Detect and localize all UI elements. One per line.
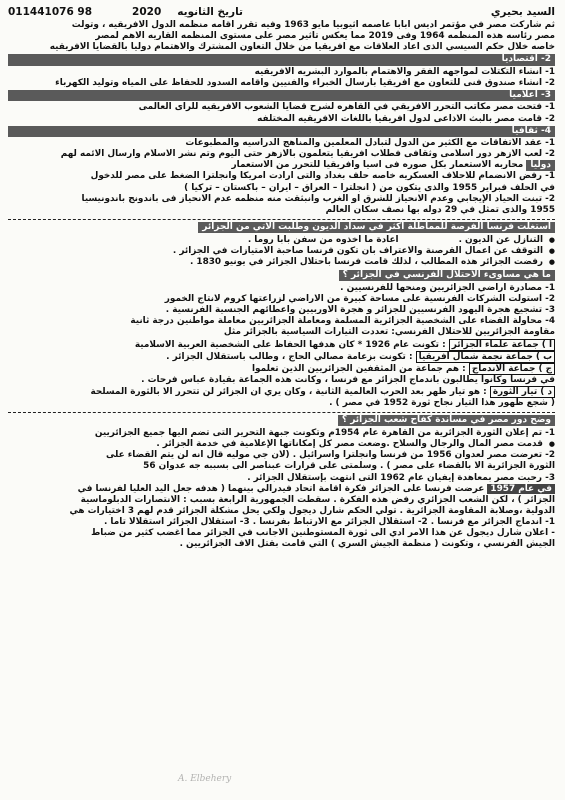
section-divider [8, 219, 555, 220]
economy-line: 2- انشاء صندوق فنى للتعاون مع افريقيا بارسال الخبراء والفنيين واقامه السدود للحفاظ على المياه وتوليد الكهرباء [55, 77, 555, 88]
culture-point: 2- تبنت الحياد الإيجابي وعدم الانحياز للشرق او الغرب وانبثقت منه منظمه عدم الانحياز فى باندونج باندونيسيا [81, 193, 555, 204]
occupation-section-heading: ما هي مساوىء الاحتلال الفرنسي في الجزائر ؟ [339, 270, 555, 281]
movement-c-continued: في فرنسا وكانوا يطالبون باندماج الجزائر مع فرنسا ، وكانت هذه الجماعة بقيادة عباس فرحات . [141, 374, 555, 385]
france-bullet: ● رفضت الجزائر هذه المطالب ، لذلك قامت فرنسا باحتلال الجزائر في يونيو 1830 . [8, 257, 555, 268]
culture-line: 2- لعب الازهر دور اسلامى وثقافى فطلاب افريقيا يتعلمون بالازهر حتى اليوم وتم نشر الاسلام وارسال الائمه لهم [60, 149, 555, 160]
movement-c-label: ج ) جماعة الاندماج [469, 363, 555, 375]
page-header [8, 6, 555, 20]
economy-line: 1- انشاء التكتلات لمواجهه الفقر والاهتمام بالموارد البشريه الافريقيه [254, 66, 555, 77]
france-section-heading: استغلت فرنسا الفرصة للمماطلة اكثر في سداد الديون وطلبت الاتي من الجزائر [198, 222, 555, 233]
france-demand: اعادة ما اخذوه من سفن بابا روما . [247, 234, 399, 245]
intro-line: مصر رئاسه هذه المنظمه 1964 وفى 2019 مما يعكس تاثير مصر على مستوى المنظمه القاريه الاهم لمصر [95, 31, 555, 42]
section-heading-culture: 4- ثقافيا [8, 126, 555, 138]
egypt-line: 2- تعرضت مصر لعدوان 1956 من فرنسا وانجلترا واسرائيل . (لان جي موليه قال انه لن يتم القضاء على [106, 450, 555, 461]
egypt-more-line: الجزائر ) ، لكن الشعب الجزائري رفض هذه الفكرة . سقطت الجمهورية الرابعة بسبب : الانتصارات الدبلوماسية [80, 494, 555, 505]
culture-line: 1- عقد الاتفاقات مع الكثير من الدول لتبادل المعلمين والمناهج الدراسيه والمطبوعات [185, 138, 555, 149]
culture-point: 1- رفض الانضمام للاحلاف العسكريه خاصه حلف بغداد والتى ارادت امريكا وانجلترا الضغط على مصر للدخول [90, 171, 555, 182]
intro-paragraph [8, 20, 555, 53]
author-name: السيد بحيري [490, 6, 555, 18]
section-heading-economy: 2- اقتصاديا [8, 54, 555, 66]
culture-point: في الحلف فبراير 1955 والذى يتكون من ( انجلترا – العراق – ايران – باكستان – تركيا ) [184, 182, 555, 193]
year-label: 2020 [132, 6, 162, 18]
france-bullet: ● التوقف عن اعمال القرصنة والاعتراف بأن تكون فرنسا صاحبة الامتيازات في الجزائر . [8, 246, 555, 257]
egypt-more-line: - اعلان شارل ديجول عن هذا الأمر ادي الى ثورة المستوطنين الاجانب في الجزائر مما اغضب كثير من ضباط [91, 527, 555, 538]
section-heading-media: 3- اعلاميا [8, 90, 555, 102]
movement-a-label: أ ) جماعة علماء الجزائر [449, 339, 555, 351]
subject-title: تاريخ الثانويه [177, 6, 243, 18]
occupation-item: 4- محاولة القضاء على الشخصية الجزائرية المسلمة ومعاملة الجزائريين معاملة مواطنين درجة ثانية [130, 316, 555, 327]
media-line: 1- فتحت مصر مكاتب التحرر الافريقي في القاهره لشرح قضايا الشعوب الافريقيه للراى العالمى [138, 102, 555, 113]
international-label: دوليا [526, 160, 555, 171]
resistance-line [8, 160, 555, 171]
france-heading-row [8, 222, 555, 233]
movement-c-text: : هم جماعة من المثقفين الجزائريين الذين تعلموا [252, 363, 466, 374]
egypt-more-line: الدولية ،وصلابة المقاومة الجزائرية . تولي الحكم شارل ديجول ولكي يحل مشكلة الجزائر قدم لهم 3 اختيارات هي [69, 505, 555, 516]
occupation-item: 2- استولت الشركات الفرنسية على مساحة كبيرة من الاراضي لزراعتها كروم لانتاج الخمور [164, 294, 555, 305]
egypt-line: 3- رحبت مصر بمعاهدة إيفيان عام 1962 التى انتهت بإستقلال الجزائر . [247, 472, 555, 483]
egypt-more-line: 1- اندماج الجزائر مع فرنسا . 2- استقلال الجزائر مع الارتباط بفرنسا . 3- استقلال الجزائر استقلالا تاما . [103, 516, 555, 527]
handwritten-signature: A. Elbehery [178, 774, 232, 784]
culture-point: 1955 والذى تمثل في 29 دوله بها نصف سكان العالم [325, 204, 555, 215]
movement-c [8, 363, 555, 375]
media-line: 2- قامت مصر بالبث الاذاعى لدول افريقيا باللغات الافريقيه المختلفه [257, 113, 555, 124]
egypt-heading-row [8, 415, 555, 426]
movement-b [8, 351, 555, 363]
occupation-item: 1- مصادرة اراضي الجزائريين ومنحها للفرنسيين . [340, 283, 555, 294]
egypt-line: الثورة الجزائرية الا بالقضاء على مصر ) . وسلمتى على قرارات عبناصر الى بسببه جه عدوان 56 [143, 461, 555, 472]
movement-d-label: د ) تيار الثورة [490, 386, 555, 398]
intro-line: ثم شاركت مصر في مؤتمر اديس ابابا عاصمه اثيوبيا مايو 1963 وفيه تقرر اقامه منظمه الدول الافريقيه ، وتولت [71, 20, 555, 30]
federation-line [8, 484, 555, 495]
federation-text: عرضت فرنسا على الجزائر فكرة اقامة اتحاد فيدرالي بينهما ( هدفه جعل اليد العليا لفرنسا في [77, 483, 485, 494]
occupation-heading-row [8, 270, 555, 281]
egypt-line: 1- تم إعلان الثورة الجزائرية من القاهرة عام 1954م وتكونت جبهة التحرير التى تضم اليها جميع الجزائريين [94, 428, 555, 439]
egypt-section-heading: وضح دور مصر في مساندة كفاح شعب الجزائر ؟ [338, 415, 555, 426]
intro-line: خاصه خلال حكم السيسي الذى اعاد العلاقات مع افريقيا من خلال التعاون المشترك والاهتمام دوليا بالقضايا الافريقيه [49, 42, 555, 53]
phone-number: 011441076 98 [8, 6, 93, 18]
egypt-more-line: الجيش الفرنسي ، وتكونت ( منظمة الجيش السري ) التي قامت بقتل آلاف الجزائريين . [179, 539, 555, 550]
france-demands-row [8, 235, 555, 246]
section-divider [8, 412, 555, 413]
france-demand: ● التنازل عن الديون . [458, 234, 543, 245]
movement-a-text: : تكونت عام 1926 * كان هدفها الحفاظ على الشخصية العربية الاسلامية [134, 339, 446, 350]
movement-a [8, 339, 555, 351]
movement-d [8, 386, 555, 398]
resistance-text: محاربه الاستعمار بكل صوره فى اسيا وافريقيا للتحرر من الاستعمار [231, 160, 524, 171]
movement-b-label: ب ) جماعة نجمة شمال أفريقيا [416, 351, 555, 363]
movement-d-text: : هو تيار ظهر بعد الحرب العالمية الثانية ، وكان يري ان الجزائر لن تتحرر الا بالثورة المسلحة [90, 386, 487, 397]
movement-b-text: : تكونت بزعامة مصالي الحاج ، وطالب باستقلال الجزائر . [166, 351, 413, 362]
movement-d-continued: ( شجع ظهور هذا التيار نجاح ثورة 1952 في مصر ) . [329, 398, 555, 409]
resistance-intro: مقاومة الجزائريين للاحتلال الفرنسي: تعددت التيارات السياسية بالجزائر مثل [223, 327, 555, 338]
occupation-item: 3- تشجيع هجرة اليهود الفرنسيين للجزائر و هجرة الاوربيين واعطائهم الجنسية الفرنسية . [165, 305, 555, 316]
year-1957-label: في عام 1957 [487, 484, 555, 494]
egypt-line: ● قدمت مصر المال والرجال والسلاح .وضعت مصر كل إمكاناتها الإعلامية في خدمة الجزائر . [8, 439, 555, 450]
